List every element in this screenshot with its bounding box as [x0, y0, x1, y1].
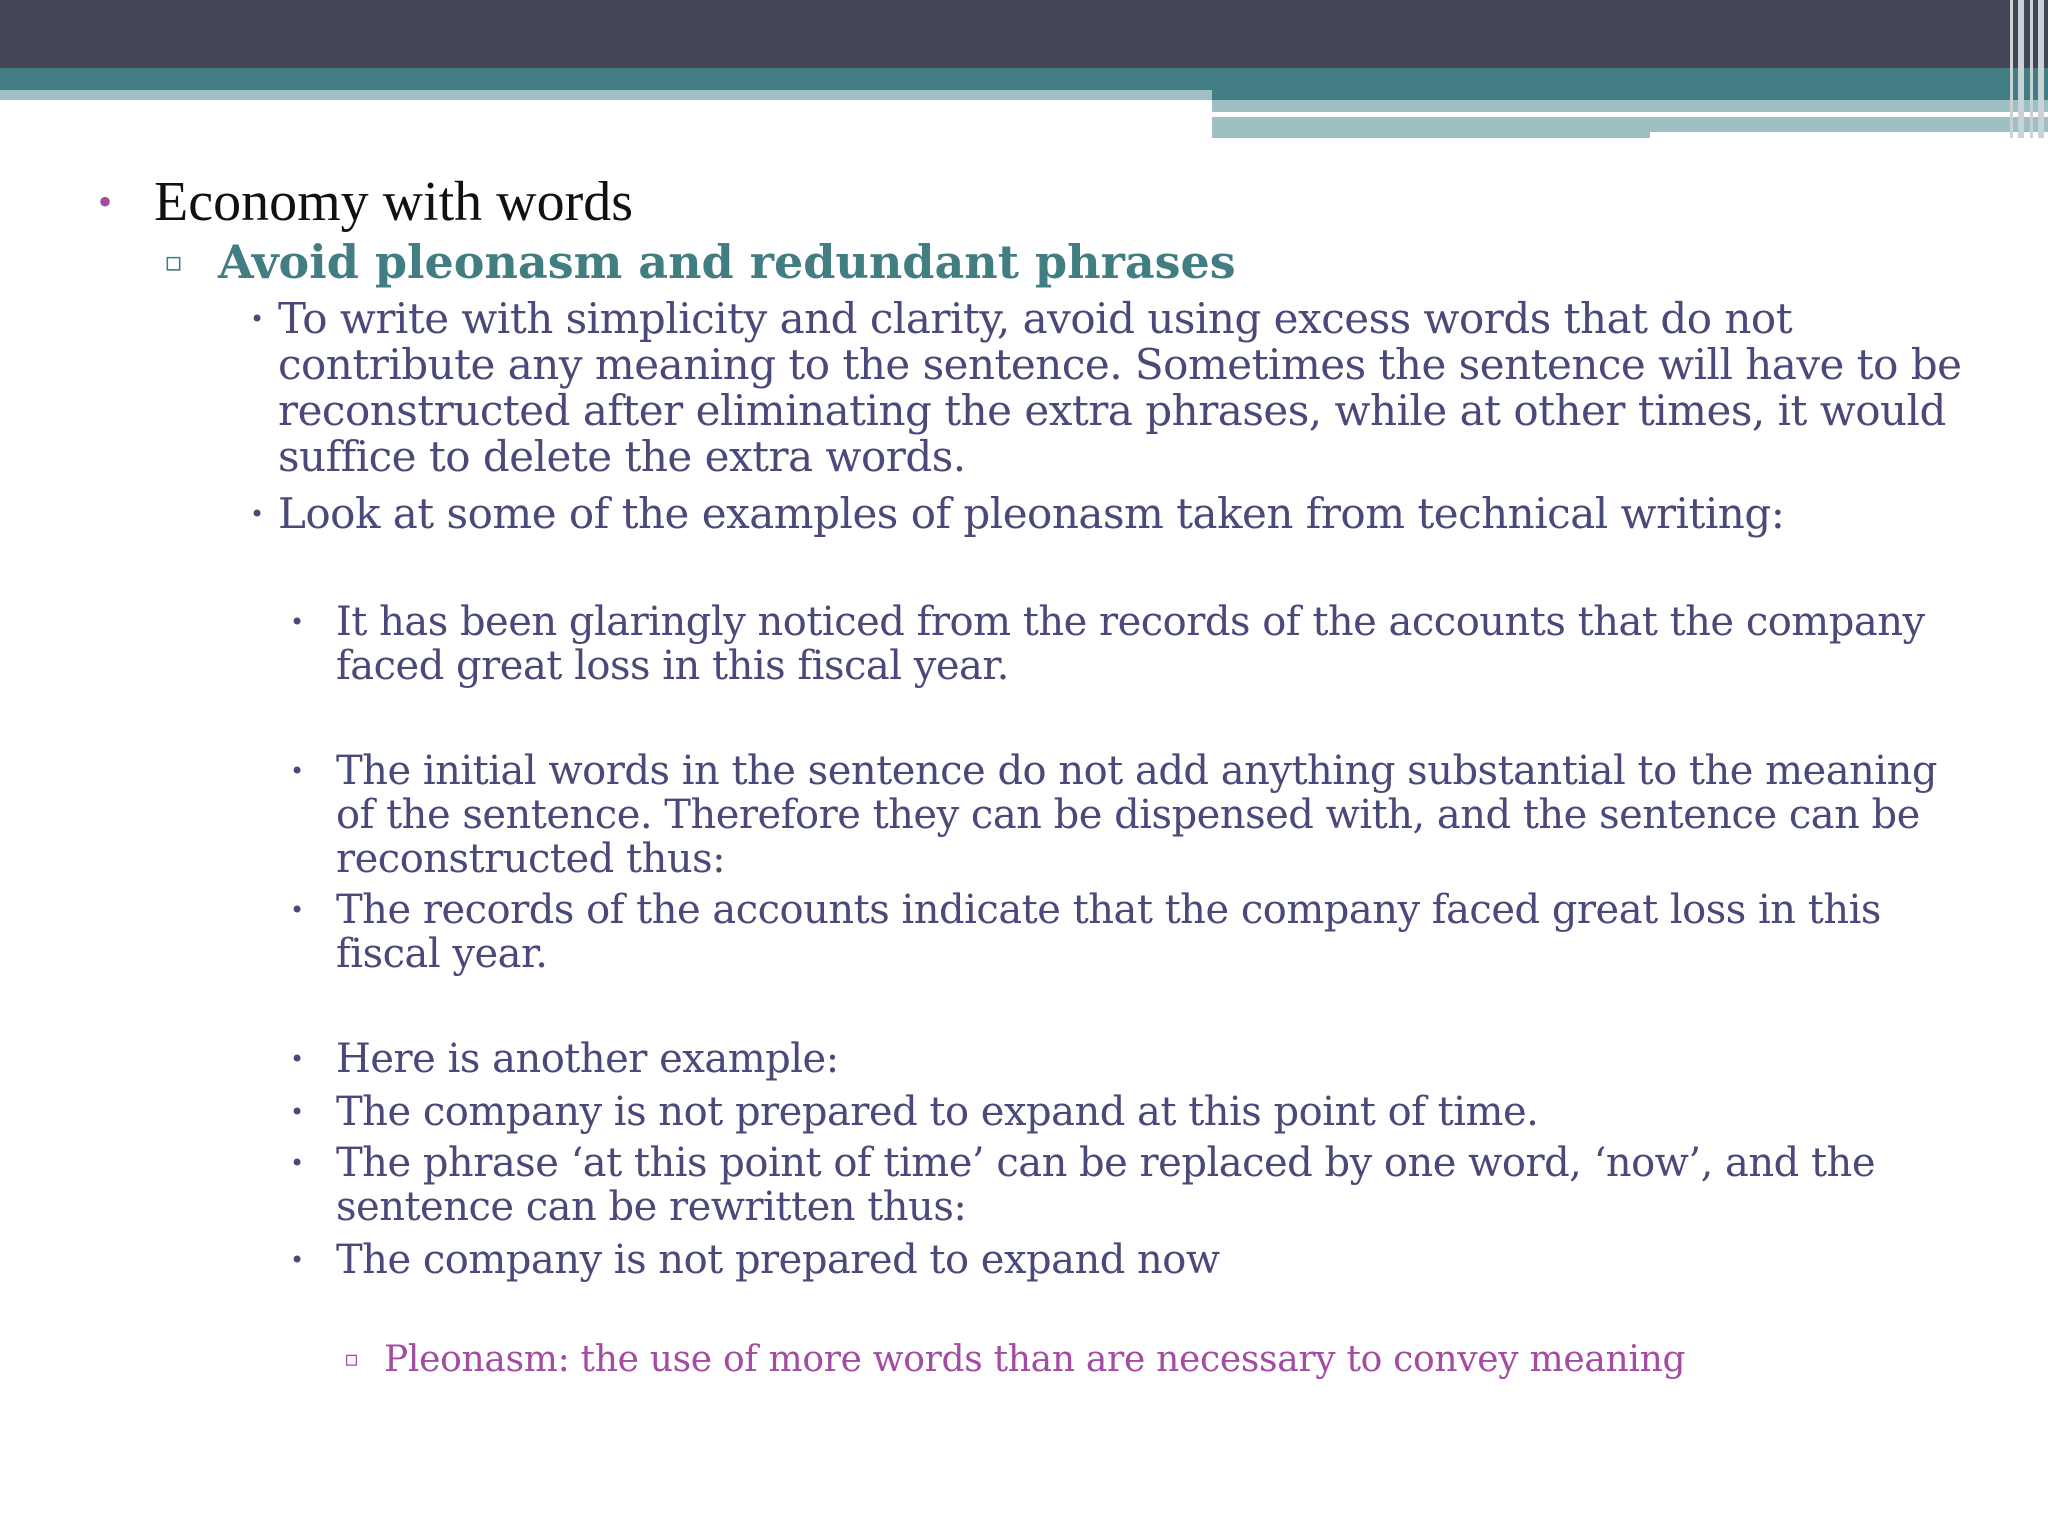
intro-point-text: To write with simplicity and clarity, avoid using excess words that do not contribute any meaning to the sentence. Sometimes the sentence will have to be reconstructed after eliminating the extra phrases, while at other times, it would suffice to delete the extra words.	[278, 294, 1962, 481]
example-item	[290, 1089, 1976, 1135]
bullet-dot: •	[98, 179, 113, 224]
bullet-dot: •	[290, 608, 304, 636]
example-text: The phrase ‘at this point of time’ can be replaced by one word, ‘now’, and the sentence can be rewritten thus:	[336, 1140, 1875, 1230]
header-band-dark	[0, 0, 2048, 68]
bullet-dot: •	[290, 1149, 304, 1177]
example-item	[290, 599, 1976, 689]
definition-note	[344, 1339, 1984, 1380]
example-item	[290, 1036, 1976, 1082]
example-text: Here is another example:	[336, 1036, 839, 1082]
bullet-dot: •	[290, 1098, 304, 1126]
header-stripe	[2010, 0, 2013, 138]
example-text: The records of the accounts indicate that the company faced great loss in this fiscal year.	[336, 887, 1881, 977]
example-item	[290, 1237, 1976, 1283]
example-text: The company is not prepared to expand at this point of time.	[336, 1089, 1539, 1135]
definition-text: Pleonasm: the use of more words than are necessary to convey meaning	[384, 1339, 1686, 1380]
example-text: The company is not prepared to expand now	[336, 1237, 1220, 1283]
bullet-dot: •	[250, 500, 264, 528]
header-band-right-cut	[1650, 132, 2048, 138]
bullet-dot: •	[290, 896, 304, 924]
bullet-dot: •	[290, 757, 304, 785]
bullet-dot: •	[290, 1045, 304, 1073]
header-band-right-teal	[1212, 90, 2048, 100]
intro-point	[250, 489, 1968, 538]
header-band-right-light	[1212, 100, 2048, 112]
bullet-dot: •	[250, 305, 264, 333]
header-band-light	[0, 90, 1212, 100]
heading-text: Economy with words	[154, 171, 634, 233]
example-item	[290, 887, 1976, 977]
bullet-square: ▫	[344, 1347, 359, 1372]
slide-subheading	[164, 235, 2018, 289]
example-item	[290, 1140, 1976, 1230]
header-band-teal	[0, 68, 2048, 90]
bullet-dot: •	[290, 1246, 304, 1274]
header-stripe	[2030, 0, 2033, 138]
subheading-text: Avoid pleonasm and redundant phrases	[218, 235, 1236, 289]
bullet-square: ▫	[164, 245, 183, 278]
example-text: The initial words in the sentence do not add anything substantial to the meaning of the sentence. Therefore they can be dispensed with, and the sentence can be reconstructed thus:	[336, 748, 1937, 882]
slide-heading	[98, 171, 1954, 233]
header-stripe	[2018, 0, 2024, 138]
example-item	[290, 748, 1976, 882]
intro-point	[250, 294, 1968, 481]
intro-point-text: Look at some of the examples of pleonasm taken from technical writing:	[278, 489, 1785, 538]
example-text: It has been glaringly noticed from the records of the accounts that the company faced great loss in this fiscal year.	[336, 599, 1925, 689]
header-stripes	[2006, 0, 2048, 138]
header-stripe	[2038, 0, 2044, 138]
